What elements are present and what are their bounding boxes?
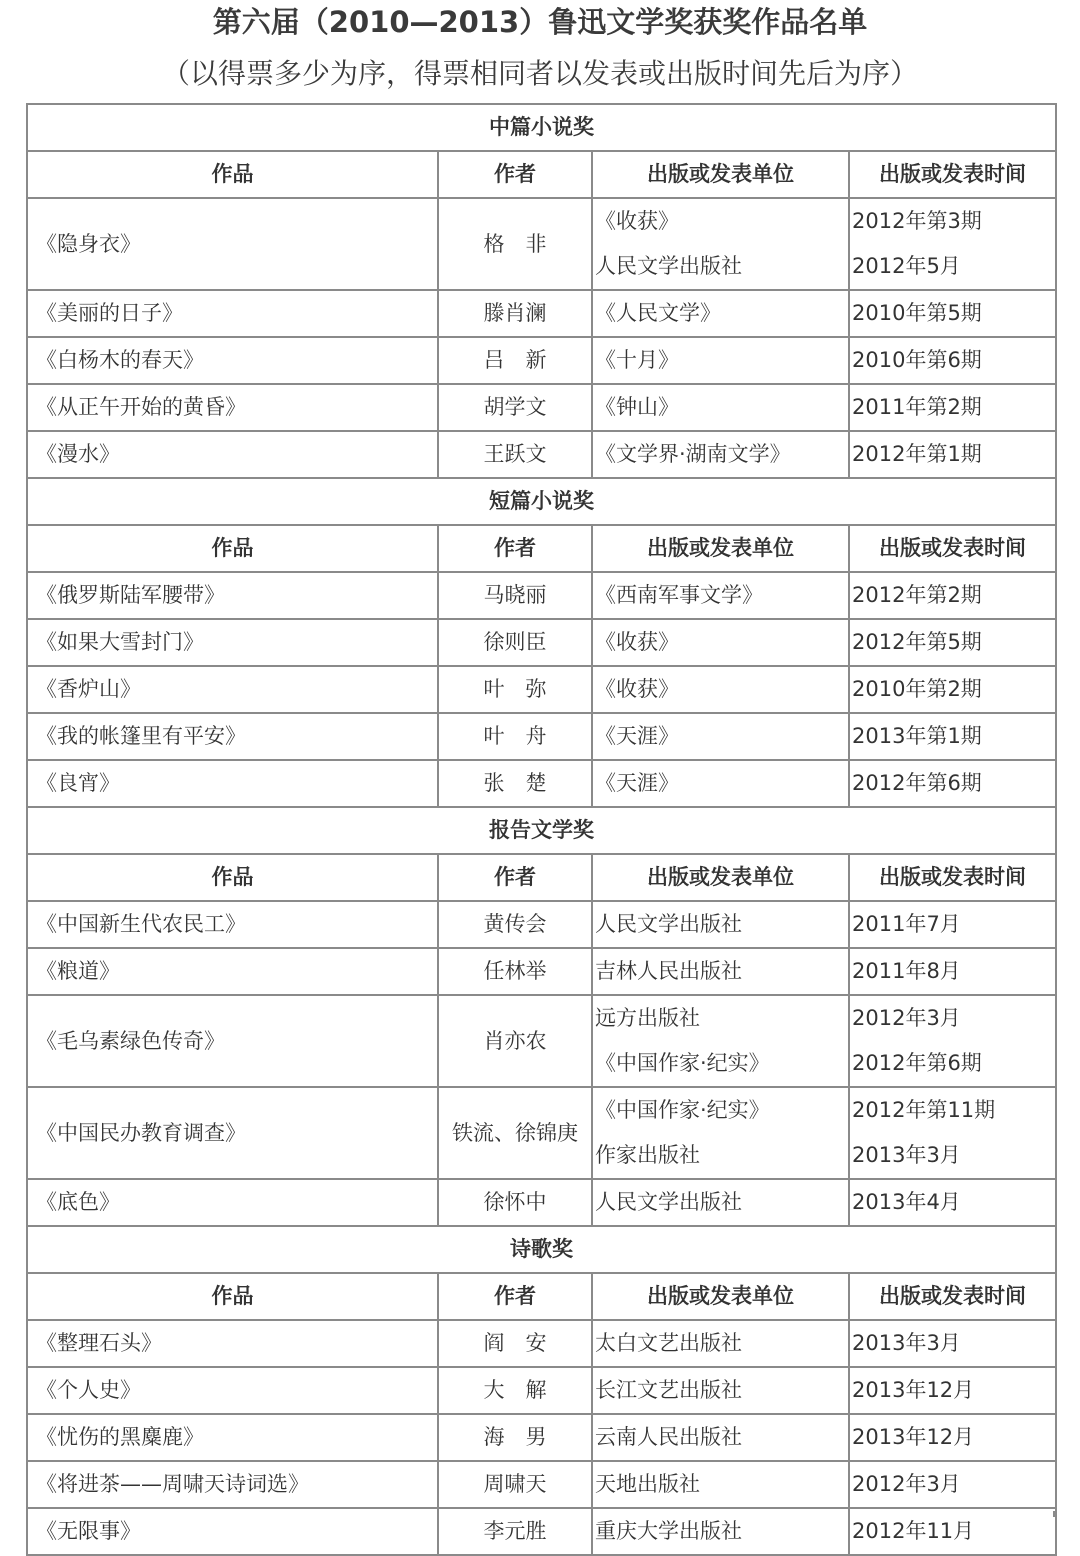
- header-work: 作品: [27, 854, 438, 901]
- table-row: [27, 431, 1056, 478]
- publisher-line: 《中国作家·纪实》: [595, 1098, 770, 1122]
- date-line: 2011年8月: [852, 959, 961, 983]
- header-author: 作者: [438, 151, 592, 198]
- table-row: [27, 948, 1056, 995]
- date-line: 2012年第3期: [852, 209, 982, 233]
- publisher-cell: [592, 713, 849, 760]
- date-cell: [849, 666, 1056, 713]
- section-title-row: [27, 1226, 1056, 1273]
- work-title: 《中国新生代农民工》: [27, 901, 438, 948]
- table-row: [27, 1461, 1056, 1508]
- date-cell: [849, 1461, 1056, 1508]
- work-title: 《我的帐篷里有平安》: [27, 713, 438, 760]
- date-cell: [849, 1179, 1056, 1226]
- author-name: 马晓丽: [438, 572, 592, 619]
- date-line: 2012年第2期: [852, 583, 982, 607]
- date-cell: [849, 290, 1056, 337]
- section-title: 诗歌奖: [27, 1226, 1056, 1273]
- table-row: [27, 1367, 1056, 1414]
- author-name: 徐怀中: [438, 1179, 592, 1226]
- date-cell: [849, 1087, 1056, 1179]
- award-table-body: [27, 104, 1056, 1555]
- publisher-line: 《中国作家·纪实》: [595, 1051, 770, 1075]
- table-row: [27, 384, 1056, 431]
- header-date: 出版或发表时间: [849, 854, 1056, 901]
- date-line: 2012年第6期: [852, 771, 982, 795]
- author-name: 大 解: [438, 1367, 592, 1414]
- date-line: 2012年第11期: [852, 1098, 996, 1122]
- work-title: 《粮道》: [27, 948, 438, 995]
- publisher-line: 《天涯》: [595, 724, 679, 748]
- date-line: 2013年4月: [852, 1190, 961, 1214]
- date-line: 2012年第5期: [852, 630, 982, 654]
- work-title: 《从正午开始的黄昏》: [27, 384, 438, 431]
- work-title: 《白杨木的春天》: [27, 337, 438, 384]
- date-line: 2012年5月: [852, 254, 961, 278]
- table-row: [27, 290, 1056, 337]
- work-title: 《如果大雪封门》: [27, 619, 438, 666]
- date-line: 2010年第6期: [852, 348, 982, 372]
- publisher-cell: [592, 901, 849, 948]
- header-publisher: 出版或发表单位: [592, 1273, 849, 1320]
- publisher-line: 人民文学出版社: [595, 1190, 742, 1214]
- author-name: 滕肖澜: [438, 290, 592, 337]
- header-date: 出版或发表时间: [849, 151, 1056, 198]
- header-date: 出版或发表时间: [849, 1273, 1056, 1320]
- author-name: 黄传会: [438, 901, 592, 948]
- publisher-line: 《西南军事文学》: [595, 583, 763, 607]
- publisher-cell: [592, 1414, 849, 1461]
- work-title: 《忧伤的黑麋鹿》: [27, 1414, 438, 1461]
- publisher-cell: [592, 384, 849, 431]
- publisher-line: 吉林人民出版社: [595, 959, 742, 983]
- table-row: [27, 1414, 1056, 1461]
- publisher-cell: [592, 572, 849, 619]
- work-title: 《美丽的日子》: [27, 290, 438, 337]
- publisher-line: 重庆大学出版社: [595, 1519, 742, 1543]
- date-line: 2010年第5期: [852, 301, 982, 325]
- publisher-cell: [592, 1320, 849, 1367]
- table-row: [27, 760, 1056, 807]
- author-name: 铁流、徐锦庚: [438, 1087, 592, 1179]
- publisher-line: 长江文艺出版社: [595, 1378, 742, 1402]
- publisher-cell: [592, 619, 849, 666]
- work-title: 《个人史》: [27, 1367, 438, 1414]
- header-author: 作者: [438, 1273, 592, 1320]
- work-title: 《将进茶——周啸天诗词选》: [27, 1461, 438, 1508]
- author-name: 吕 新: [438, 337, 592, 384]
- work-title: 《良宵》: [27, 760, 438, 807]
- date-line: 2011年7月: [852, 912, 961, 936]
- publisher-line: 人民文学出版社: [595, 254, 742, 278]
- publisher-line: 《天涯》: [595, 771, 679, 795]
- author-name: 海 男: [438, 1414, 592, 1461]
- publisher-line: 《收获》: [595, 630, 679, 654]
- publisher-cell: [592, 337, 849, 384]
- author-name: 叶 弥: [438, 666, 592, 713]
- date-cell: [849, 1414, 1056, 1461]
- table-row: [27, 713, 1056, 760]
- publisher-cell: [592, 995, 849, 1087]
- header-work: 作品: [27, 525, 438, 572]
- author-name: 李元胜: [438, 1508, 592, 1555]
- publisher-line: 天地出版社: [595, 1472, 700, 1496]
- header-work: 作品: [27, 151, 438, 198]
- date-cell: [849, 619, 1056, 666]
- section-title: 短篇小说奖: [27, 478, 1056, 525]
- publisher-line: 云南人民出版社: [595, 1425, 742, 1449]
- table-row: [27, 1320, 1056, 1367]
- date-cell: [849, 384, 1056, 431]
- table-row: [27, 572, 1056, 619]
- work-title: 《俄罗斯陆军腰带》: [27, 572, 438, 619]
- table-row: [27, 337, 1056, 384]
- date-line: 2012年第6期: [852, 1051, 982, 1075]
- table-row: [27, 619, 1056, 666]
- publisher-line: 《收获》: [595, 677, 679, 701]
- author-name: 阎 安: [438, 1320, 592, 1367]
- publisher-cell: [592, 431, 849, 478]
- date-cell: [849, 713, 1056, 760]
- table-row: [27, 995, 1056, 1087]
- publisher-line: 太白文艺出版社: [595, 1331, 742, 1355]
- author-name: 周啸天: [438, 1461, 592, 1508]
- work-title: 《无限事》: [27, 1508, 438, 1555]
- publisher-line: 《收获》: [595, 209, 679, 233]
- table-row: [27, 1087, 1056, 1179]
- publisher-cell: [592, 948, 849, 995]
- publisher-cell: [592, 1179, 849, 1226]
- work-title: 《底色》: [27, 1179, 438, 1226]
- date-line: 2012年3月: [852, 1006, 961, 1030]
- date-line: 2013年3月: [852, 1143, 961, 1167]
- publisher-cell: [592, 290, 849, 337]
- publisher-line: 远方出版社: [595, 1006, 700, 1030]
- work-title: 《整理石头》: [27, 1320, 438, 1367]
- work-title: 《香炉山》: [27, 666, 438, 713]
- work-title: 《毛乌素绿色传奇》: [27, 995, 438, 1087]
- date-cell: [849, 995, 1056, 1087]
- section-title-row: [27, 807, 1056, 854]
- table-row: [27, 1179, 1056, 1226]
- publisher-cell: [592, 1367, 849, 1414]
- table-row: [27, 198, 1056, 290]
- date-line: 2013年第1期: [852, 724, 982, 748]
- date-cell: [849, 431, 1056, 478]
- header-publisher: 出版或发表单位: [592, 525, 849, 572]
- section-title: 报告文学奖: [27, 807, 1056, 854]
- date-line: 2013年3月: [852, 1331, 961, 1355]
- section-title-row: [27, 104, 1056, 151]
- author-name: 徐则臣: [438, 619, 592, 666]
- author-name: 王跃文: [438, 431, 592, 478]
- work-title: 《中国民办教育调查》: [27, 1087, 438, 1179]
- column-header-row: [27, 151, 1056, 198]
- header-date: 出版或发表时间: [849, 525, 1056, 572]
- date-line: 2012年第1期: [852, 442, 982, 466]
- publisher-line: 《人民文学》: [595, 301, 721, 325]
- date-cell: [849, 901, 1056, 948]
- date-line: 2010年第2期: [852, 677, 982, 701]
- author-name: 格 非: [438, 198, 592, 290]
- publisher-cell: [592, 198, 849, 290]
- date-cell: [849, 948, 1056, 995]
- publisher-line: 作家出版社: [595, 1143, 700, 1167]
- date-line: 2011年第2期: [852, 395, 982, 419]
- author-name: 肖亦农: [438, 995, 592, 1087]
- date-cell: [849, 198, 1056, 290]
- date-line: 2013年12月: [852, 1425, 975, 1449]
- page-title: 第六届（2010—2013）鲁迅文学奖获奖作品名单: [212, 5, 868, 39]
- author-name: 叶 舟: [438, 713, 592, 760]
- work-title: 《漫水》: [27, 431, 438, 478]
- header-publisher: 出版或发表单位: [592, 854, 849, 901]
- date-cell: [849, 337, 1056, 384]
- date-cell: [849, 760, 1056, 807]
- section-title-row: [27, 478, 1056, 525]
- header-author: 作者: [438, 525, 592, 572]
- work-title: 《隐身衣》: [27, 198, 438, 290]
- date-cell: [849, 1320, 1056, 1367]
- header-author: 作者: [438, 854, 592, 901]
- date-cell: [849, 572, 1056, 619]
- publisher-cell: [592, 1461, 849, 1508]
- author-name: 张 楚: [438, 760, 592, 807]
- date-line: 2013年12月: [852, 1378, 975, 1402]
- column-header-row: [27, 1273, 1056, 1320]
- publisher-line: 人民文学出版社: [595, 912, 742, 936]
- date-line: 2012年11月: [852, 1519, 975, 1543]
- publisher-line: 《十月》: [595, 348, 679, 372]
- author-name: 任林举: [438, 948, 592, 995]
- date-line: 2012年3月: [852, 1472, 961, 1496]
- publisher-cell: [592, 666, 849, 713]
- column-header-row: [27, 854, 1056, 901]
- publisher-line: 《文学界·湖南文学》: [595, 442, 791, 466]
- author-name: 胡学文: [438, 384, 592, 431]
- publisher-cell: [592, 1087, 849, 1179]
- column-header-row: [27, 525, 1056, 572]
- header-publisher: 出版或发表单位: [592, 151, 849, 198]
- table-row: [27, 666, 1056, 713]
- section-title: 中篇小说奖: [27, 104, 1056, 151]
- header-work: 作品: [27, 1273, 438, 1320]
- date-cell: [849, 1367, 1056, 1414]
- page-subtitle: （以得票多少为序，得票相同者以发表或出版时间先后为序）: [161, 57, 918, 90]
- award-table: [26, 103, 1057, 1556]
- publisher-cell: [592, 760, 849, 807]
- table-row: [27, 901, 1056, 948]
- table-bottom-edge: [26, 1511, 1055, 1517]
- publisher-line: 《钟山》: [595, 395, 679, 419]
